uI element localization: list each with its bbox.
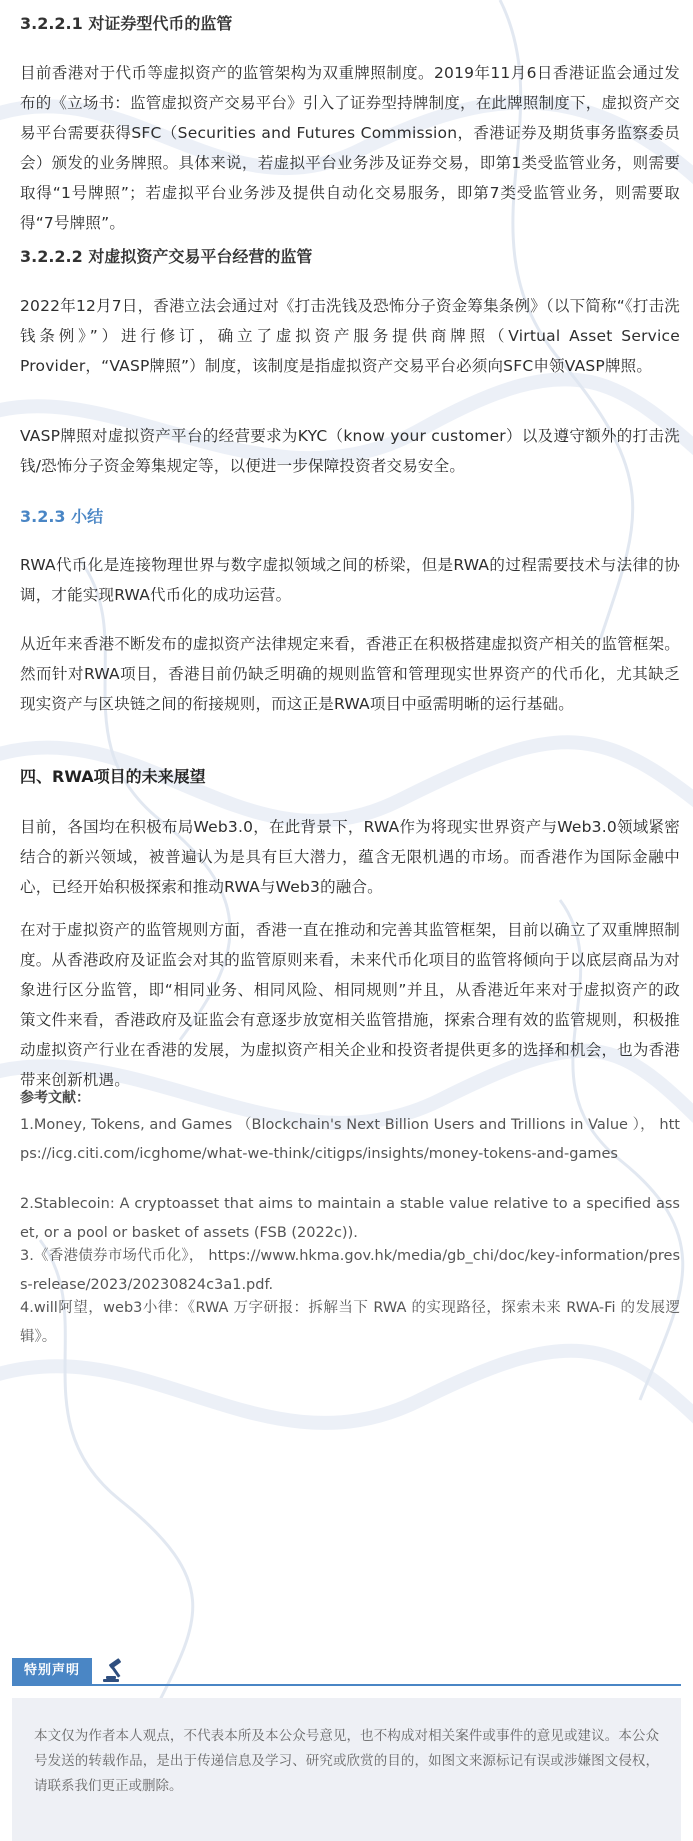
paragraph-vasp-kyc: VASP牌照对虚拟资产平台的经营要求为KYC（know your customer）以及遵守额外的打击洗钱/恐怖分子资金筹集规定等，以便进一步保障投资者交易安全。 (20, 427, 680, 475)
gavel-icon (100, 1658, 132, 1686)
heading-3-2-3-summary: 3.2.3 小结 (20, 507, 104, 526)
declaration-header (12, 1658, 681, 1684)
paragraph-vasp-license: 2022年12月7日，香港立法会通过对《打击洗钱及恐怖分子资金筹集条例》（以下简称“《打击洗钱条例》”）进行修订，确立了虚拟资产服务提供商牌照（Virtual Asset Service Provider，“VASP牌照”）制度，该制度是指虚拟资产交易平台必须向SFC申领VASP牌照。 (20, 297, 680, 375)
heading-3-2-2-1: 3.2.2.1 对证券型代币的监管 (20, 14, 233, 33)
paragraph-rwa-bridge: RWA代币化是连接物理世界与数字虚拟领域之间的桥梁，但是RWA的过程需要技术与法律的协调，才能实现RWA代币化的成功运营。 (20, 556, 680, 604)
reference-item: 1.Money, Tokens, and Games （Blockchain's Next Billion Users and Trillions in Value ）， https://icg.citi.com/icghome/what-we-think/citigps/insights/money-tokens-and-games (20, 1117, 680, 1162)
paragraph-hk-framework: 从近年来香港不断发布的虚拟资产法律规定来看，香港正在积极搭建虚拟资产相关的监管框架。然而针对RWA项目，香港目前仍缺乏明确的规则监管和管理现实世界资产的代币化，尤其缺乏现实资产与区块链之间的衔接规则，而这正是RWA项目中亟需明晰的运行基础。 (20, 635, 680, 713)
paragraph-securities-token: 目前香港对于代币等虚拟资产的监管架构为双重牌照制度。2019年11月6日香港证监会通过发布的《立场书：监管虚拟资产交易平台》引入了证券型持牌制度，在此牌照制度下，虚拟资产交易平台需要获得SFC（Securities and Futures Commission，香港证券及期货事务监察委员会）颁发的业务牌照。具体来说，若虚拟平台业务涉及证券交易，即第1类受监管业务，则需要取得“1号牌照”；若虚拟平台业务涉及提供自动化交易服务，即第7类受监管业务，则需要取得“7号牌照”。 (20, 64, 680, 232)
reference-item: 3.《香港债券市场代币化》， https://www.hkma.gov.hk/media/gb_chi/doc/key-information/press-release/2023/20230824c3a1.pdf. (20, 1248, 680, 1293)
reference-item: 2.Stablecoin: A cryptoasset that aims to maintain a stable value relative to a specified asset, or a pool or basket of assets (FSB (2022c)). (20, 1196, 680, 1241)
reference-item: 4.will阿望，web3小律：《RWA 万字研报：拆解当下 RWA 的实现路径，探索未来 RWA-Fi 的发展逻辑》。 (20, 1300, 680, 1345)
declaration-box (12, 1698, 681, 1841)
declaration-text: 本文仅为作者本人观点，不代表本所及本公众号意见，也不构成对相关案件或事件的意见或建议。本公众号发送的转载作品，是出于传递信息及学习、研究或欣赏的目的，如图文来源标记有误或涉嫌图文侵权，请联系我们更正或删除。 (34, 1728, 659, 1794)
heading-section-4: 四、RWA项目的未来展望 (20, 767, 206, 786)
paragraph-web3-outlook: 目前，各国均在积极布局Web3.0，在此背景下，RWA作为将现实世界资产与Web3.0领域紧密结合的新兴领域，被普遍认为是具有巨大潜力，蕴含无限机遇的市场。而香港作为国际金融中心，已经开始积极探索和推动RWA与Web3的融合。 (20, 818, 680, 896)
heading-3-2-2-2: 3.2.2.2 对虚拟资产交易平台经营的监管 (20, 247, 313, 266)
declaration-divider (12, 1684, 681, 1686)
references-title: 参考文献： (20, 1090, 90, 1106)
paragraph-regulation-outlook: 在对于虚拟资产的监管规则方面，香港一直在推动和完善其监管框架，目前以确立了双重牌照制度。从香港政府及证监会对其的监管原则来看，未来代币化项目的监管将倾向于以底层商品为对象进行区分监管，即“相同业务、相同风险、相同规则”并且，从香港近年来对于虚拟资产的政策文件来看，香港政府及证监会有意逐步放宽相关监管措施，探索合理有效的监管规则，积极推动虚拟资产行业在香港的发展，为虚拟资产相关企业和投资者提供更多的选择和机会，也为香港带来创新机遇。 (20, 921, 680, 1089)
declaration-tag: 特别声明 (12, 1658, 92, 1684)
special-declaration (12, 1658, 681, 1841)
